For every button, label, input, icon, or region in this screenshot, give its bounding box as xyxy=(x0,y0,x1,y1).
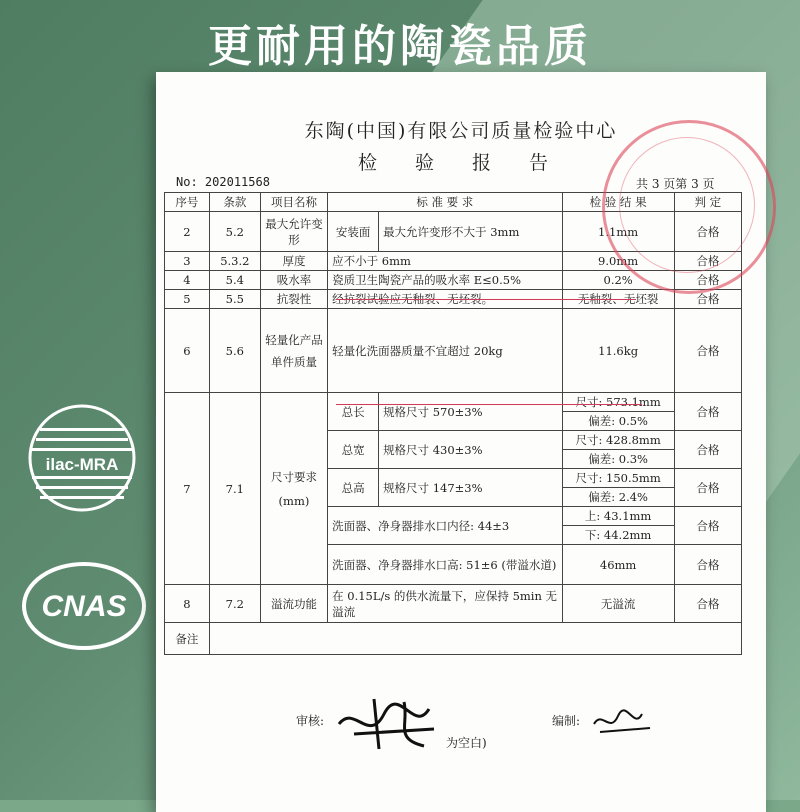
headline: 更耐用的陶瓷品质 xyxy=(208,21,592,72)
blank-note: 为空白) xyxy=(446,736,487,750)
table-row xyxy=(165,585,742,623)
result-cell: 46mm xyxy=(562,545,674,585)
ilac-mra-logo xyxy=(22,398,142,518)
report-number-value: 202011568 xyxy=(204,175,270,189)
seq-cell: 7 xyxy=(165,393,210,585)
requirement-cell: 洗面器、净身器排水口高: 51±6 (带溢水道) xyxy=(328,545,562,585)
table-row xyxy=(165,623,742,655)
seq-cell: 3 xyxy=(165,252,210,271)
sub-item-cell: 总长 xyxy=(328,393,379,431)
seq-cell: 8 xyxy=(165,585,210,623)
result-cell: 偏差: 0.5% xyxy=(562,412,674,431)
clause-cell: 5.4 xyxy=(209,271,260,290)
remark-cell xyxy=(209,623,741,655)
result-cell: 0.2% xyxy=(562,271,674,290)
report-number-label: No: xyxy=(176,175,198,189)
judgement-cell: 合格 xyxy=(674,545,741,585)
table-row xyxy=(165,393,742,412)
clause-cell: 5.2 xyxy=(209,212,260,252)
requirement-cell: 经抗裂试验应无釉裂、无坯裂。 xyxy=(328,290,562,309)
requirement-cell: 轻量化洗面器质量不宜超过 20kg xyxy=(328,309,562,393)
red-underline xyxy=(336,299,636,300)
judgement-cell: 合格 xyxy=(674,309,741,393)
official-stamp xyxy=(602,120,776,294)
clause-cell: 7.1 xyxy=(209,393,260,585)
item-label: 尺寸要求 xyxy=(270,469,317,484)
requirement-cell: 规格尺寸 570±3% xyxy=(379,393,562,431)
seq-cell: 5 xyxy=(165,290,210,309)
item-cell: 厚度 xyxy=(260,252,327,271)
editor-signature xyxy=(590,704,660,740)
result-cell: 偏差: 2.4% xyxy=(562,488,674,507)
item-cell: 轻量化产品单件质量 xyxy=(260,309,327,393)
item-cell: 吸水率 xyxy=(260,271,327,290)
result-cell: 无溢流 xyxy=(562,585,674,623)
report-title: 检 验 报 告 xyxy=(357,152,565,174)
clause-cell: 5.5 xyxy=(209,290,260,309)
result-cell: 尺寸: 573.1mm xyxy=(562,393,674,412)
result-cell: 尺寸: 428.8mm xyxy=(562,431,674,450)
item-cell: 抗裂性 xyxy=(260,290,327,309)
judgement-cell: 合格 xyxy=(674,393,741,431)
result-cell: 上: 43.1mm xyxy=(562,507,674,526)
result-cell: 无釉裂、无坯裂 xyxy=(562,290,674,309)
header-cell: 项目名称 xyxy=(260,193,327,212)
judgement-cell: 合格 xyxy=(674,271,741,290)
report-number xyxy=(176,175,270,189)
cnas-logo xyxy=(22,560,146,652)
requirement-cell: 洗面器、净身器排水口内径: 44±3 xyxy=(328,507,562,545)
inspection-report-sheet xyxy=(156,72,766,812)
item-cell xyxy=(260,393,327,585)
requirement-cell: 规格尺寸 147±3% xyxy=(379,469,562,507)
seq-cell: 2 xyxy=(165,212,210,252)
result-cell: 偏差: 0.3% xyxy=(562,450,674,469)
requirement-cell: 应不小于 6mm xyxy=(328,252,562,271)
requirement-cell: 最大允许变形不大于 3mm xyxy=(379,212,562,252)
result-cell: 1.1mm xyxy=(562,212,674,252)
result-cell: 尺寸: 150.5mm xyxy=(562,469,674,488)
judgement-cell: 合格 xyxy=(674,431,741,469)
header-cell: 序号 xyxy=(165,193,210,212)
requirement-cell: 瓷质卫生陶瓷产品的吸水率 E≤0.5% xyxy=(328,271,562,290)
cnas-wordmark: CNAS xyxy=(41,590,127,623)
table-row xyxy=(165,309,742,393)
reviewer-signature xyxy=(334,694,454,754)
seq-cell: 6 xyxy=(165,309,210,393)
judgement-cell: 合格 xyxy=(674,585,741,623)
clause-cell: 5.3.2 xyxy=(209,252,260,271)
result-cell: 9.0mm xyxy=(562,252,674,271)
header-cell: 条款 xyxy=(209,193,260,212)
requirement-cell: 在 0.15L/s 的供水流量下，应保持 5min 无溢流 xyxy=(328,585,562,623)
editor-label: 编制: xyxy=(552,714,581,728)
judgement-cell: 合格 xyxy=(674,469,741,507)
header-cell: 检 验 结 果 xyxy=(562,193,674,212)
seq-cell: 4 xyxy=(165,271,210,290)
item-cell: 溢流功能 xyxy=(260,585,327,623)
item-unit: (mm) xyxy=(278,493,310,508)
page-count: 共 3 页第 3 页 xyxy=(636,177,715,191)
judgement-cell: 合格 xyxy=(674,290,741,309)
judgement-cell: 合格 xyxy=(674,507,741,545)
clause-cell: 7.2 xyxy=(209,585,260,623)
sub-item-cell: 总高 xyxy=(328,469,379,507)
clause-cell: 5.6 xyxy=(209,309,260,393)
remark-label: 备注 xyxy=(165,623,210,655)
sub-item-cell: 总宽 xyxy=(328,431,379,469)
report-organization: 东陶(中国)有限公司质量检验中心 xyxy=(304,120,618,142)
red-underline xyxy=(336,404,642,405)
header-cell: 判 定 xyxy=(674,193,741,212)
result-cell: 下: 44.2mm xyxy=(562,526,674,545)
sub-item-cell: 安装面 xyxy=(328,212,379,252)
judgement-cell: 合格 xyxy=(674,212,741,252)
requirement-cell: 规格尺寸 430±3% xyxy=(379,431,562,469)
header-cell: 标 准 要 求 xyxy=(328,193,562,212)
item-cell: 最大允许变形 xyxy=(260,212,327,252)
reviewer-label: 审核: xyxy=(296,714,325,728)
judgement-cell: 合格 xyxy=(674,252,741,271)
ilac-mra-wordmark: ilac-MRA xyxy=(45,455,119,474)
official-stamp-inner-ring xyxy=(619,137,755,273)
result-cell: 11.6kg xyxy=(562,309,674,393)
